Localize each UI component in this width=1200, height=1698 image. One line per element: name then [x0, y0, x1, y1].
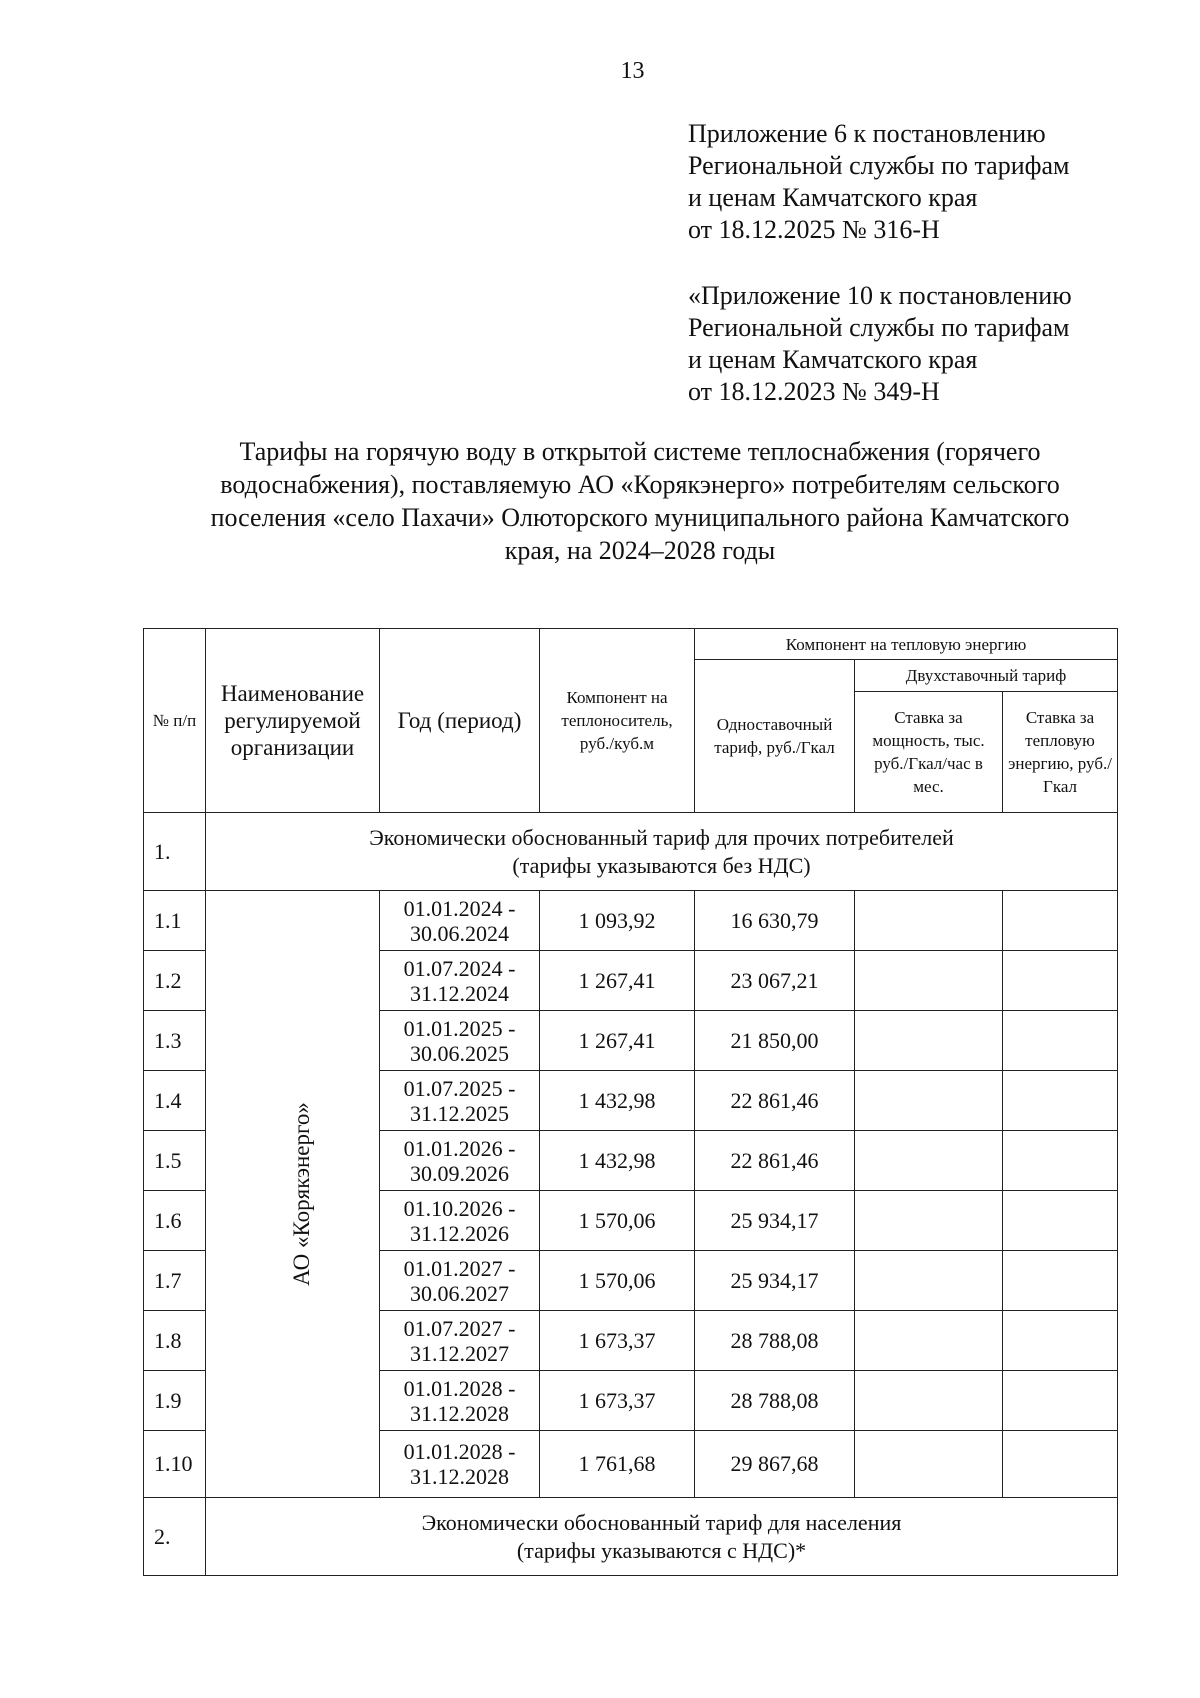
capacity-rate-value	[855, 1071, 1003, 1131]
period-start: 01.01.2024 -	[403, 895, 516, 921]
carrier-value: 1 570,06	[540, 1191, 695, 1251]
capacity-rate-value	[855, 1191, 1003, 1251]
energy-rate-value	[1003, 951, 1118, 1011]
row-num: 1.1	[144, 891, 206, 951]
row-num: 1.5	[144, 1131, 206, 1191]
carrier-value: 1 267,41	[540, 951, 695, 1011]
energy-rate-value	[1003, 1251, 1118, 1311]
period-end: 31.12.2027	[410, 1340, 509, 1366]
header-period: Год (период)	[380, 629, 540, 813]
header-organization: Наименование регулируемой организации	[206, 629, 380, 813]
period-start: 01.07.2027 -	[403, 1315, 516, 1341]
period-cell	[380, 1371, 540, 1431]
single-rate-value: 29 867,68	[695, 1431, 855, 1498]
single-rate-value: 23 067,21	[695, 951, 855, 1011]
section-row	[144, 1498, 1118, 1576]
carrier-value: 1 267,41	[540, 1011, 695, 1071]
single-rate-value: 25 934,17	[695, 1191, 855, 1251]
carrier-value: 1 761,68	[540, 1431, 695, 1498]
carrier-value: 1 570,06	[540, 1251, 695, 1311]
document-title	[140, 435, 1140, 567]
section-row	[144, 813, 1118, 891]
section-title	[206, 813, 1118, 891]
energy-rate-value	[1003, 1071, 1118, 1131]
row-num: 1.10	[144, 1431, 206, 1498]
header-energy-rate: Ставка за тепловую энергию, руб./Гкал	[1003, 692, 1118, 813]
appendix-line: и ценам Камчатского края	[688, 345, 978, 374]
carrier-value: 1 432,98	[540, 1131, 695, 1191]
period-end: 31.12.2025	[410, 1100, 509, 1126]
period-end: 30.06.2027	[410, 1280, 509, 1306]
period-cell	[380, 1131, 540, 1191]
section-num: 1.	[144, 813, 206, 891]
row-num: 1.7	[144, 1251, 206, 1311]
period-cell	[380, 1011, 540, 1071]
appendix-line: «Приложение 10 к постановлению	[688, 281, 1072, 310]
header-heat-component: Компонент на тепловую энергию	[695, 629, 1118, 660]
period-end: 31.12.2028	[410, 1400, 509, 1426]
energy-rate-value	[1003, 1191, 1118, 1251]
period-start: 01.07.2024 -	[403, 955, 516, 981]
single-rate-value: 21 850,00	[695, 1011, 855, 1071]
section-title	[206, 1498, 1118, 1576]
capacity-rate-value	[855, 1371, 1003, 1431]
appendix-line: от 18.12.2023 № 349-Н	[688, 377, 940, 406]
period-start: 01.01.2028 -	[403, 1375, 516, 1401]
capacity-rate-value	[855, 1251, 1003, 1311]
single-rate-value: 28 788,08	[695, 1371, 855, 1431]
period-cell	[380, 1431, 540, 1498]
carrier-value: 1 673,37	[540, 1311, 695, 1371]
carrier-value: 1 673,37	[540, 1371, 695, 1431]
single-rate-value: 28 788,08	[695, 1311, 855, 1371]
title-line: края, на 2024–2028 годы	[504, 536, 776, 565]
period-start: 01.10.2026 -	[403, 1195, 516, 1221]
carrier-value: 1 432,98	[540, 1071, 695, 1131]
capacity-rate-value	[855, 1011, 1003, 1071]
single-rate-value: 16 630,79	[695, 891, 855, 951]
carrier-value: 1 093,92	[540, 891, 695, 951]
period-end: 30.06.2025	[410, 1040, 509, 1066]
period-cell	[380, 891, 540, 951]
period-start: 01.01.2025 -	[403, 1015, 516, 1041]
appendix-line: Региональной службы по тарифам	[688, 151, 1070, 180]
period-end: 31.12.2024	[410, 980, 509, 1006]
section-line: (тарифы указываются без НДС)	[512, 852, 811, 878]
energy-rate-value	[1003, 1011, 1118, 1071]
organization-name: АО «Корякэнерго»	[288, 1102, 314, 1286]
capacity-rate-value	[855, 1131, 1003, 1191]
header-two-rate: Двухставочный тариф	[855, 660, 1118, 692]
appendix-line: Приложение 6 к постановлению	[688, 119, 1046, 148]
appendix-line: от 18.12.2025 № 316-Н	[688, 215, 940, 244]
period-start: 01.01.2028 -	[403, 1439, 516, 1464]
row-num: 1.9	[144, 1371, 206, 1431]
energy-rate-value	[1003, 1311, 1118, 1371]
page-number: 13	[620, 58, 645, 84]
appendix-previous-block	[688, 280, 1072, 408]
period-start: 01.07.2025 -	[403, 1075, 516, 1101]
row-num: 1.8	[144, 1311, 206, 1371]
energy-rate-value	[1003, 1131, 1118, 1191]
period-end: 31.12.2028	[410, 1464, 509, 1489]
capacity-rate-value	[855, 891, 1003, 951]
row-num: 1.4	[144, 1071, 206, 1131]
period-end: 30.09.2026	[410, 1160, 509, 1186]
energy-rate-value	[1003, 891, 1118, 951]
section-line: Экономически обоснованный тариф для прочих потребителей	[369, 824, 954, 850]
appendix-line: Региональной службы по тарифам	[688, 313, 1070, 342]
period-start: 01.01.2027 -	[403, 1255, 516, 1281]
row-num: 1.3	[144, 1011, 206, 1071]
capacity-rate-value	[855, 1311, 1003, 1371]
period-end: 31.12.2026	[410, 1220, 509, 1246]
capacity-rate-value	[855, 1431, 1003, 1498]
single-rate-value: 22 861,46	[695, 1071, 855, 1131]
appendix-current-block	[688, 118, 1069, 246]
period-cell	[380, 1251, 540, 1311]
title-line: поселения «село Пахачи» Олюторского муниципального района Камчатского	[210, 503, 1070, 532]
tariff-table	[143, 628, 1118, 1576]
header-num: № п/п	[144, 629, 206, 813]
section-num: 2.	[144, 1498, 206, 1576]
organization-cell	[206, 891, 380, 1498]
energy-rate-value	[1003, 1431, 1118, 1498]
title-line: водоснабжения), поставляемую АО «Корякэнерго» потребителям сельского	[220, 470, 1060, 499]
header-single-rate: Одноставочный тариф, руб./Гкал	[695, 660, 855, 813]
row-num: 1.6	[144, 1191, 206, 1251]
single-rate-value: 22 861,46	[695, 1131, 855, 1191]
title-line: Тарифы на горячую воду в открытой системе теплоснабжения (горячего	[239, 437, 1041, 466]
period-cell	[380, 1191, 540, 1251]
period-cell	[380, 951, 540, 1011]
period-end: 30.06.2024	[410, 920, 509, 946]
period-start: 01.01.2026 -	[403, 1135, 516, 1161]
capacity-rate-value	[855, 951, 1003, 1011]
single-rate-value: 25 934,17	[695, 1251, 855, 1311]
appendix-line: и ценам Камчатского края	[688, 183, 978, 212]
section-line: (тарифы указываются с НДС)*	[516, 1537, 807, 1563]
row-num: 1.2	[144, 951, 206, 1011]
energy-rate-value	[1003, 1371, 1118, 1431]
table-row	[144, 891, 1118, 951]
header-carrier-component: Компонент на теплоноситель, руб./куб.м	[540, 629, 695, 813]
period-cell	[380, 1071, 540, 1131]
period-cell	[380, 1311, 540, 1371]
header-capacity-rate: Ставка за мощность, тыс. руб./Гкал/час в мес.	[855, 692, 1003, 813]
section-line: Экономически обоснованный тариф для населения	[421, 1509, 902, 1535]
